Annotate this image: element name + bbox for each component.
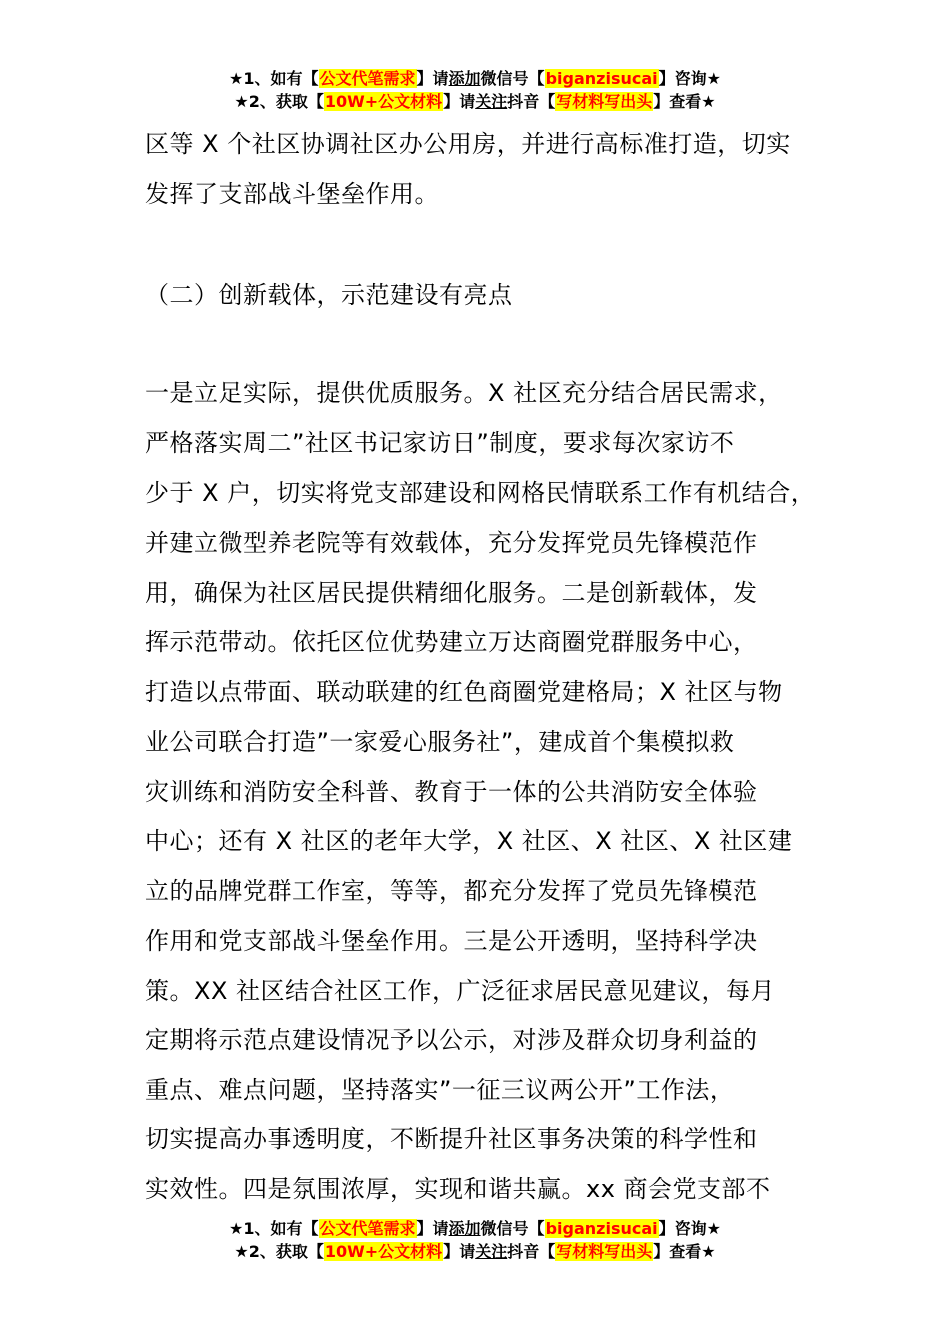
banner-text: ★1、如有【 — [229, 69, 319, 88]
underline-add: 添加 — [448, 69, 481, 88]
body-line: 定期将示范点建设情况予以公示，对涉及群众切身利益的 — [145, 1026, 758, 1054]
banner-text: 】查看★ — [653, 1242, 716, 1261]
banner-text: 】请 — [416, 1219, 449, 1238]
body-line: 少于 X 户，切实将党支部建设和网格民情联系工作有机结合， — [145, 479, 816, 507]
banner-text: 】咨询★ — [658, 1219, 721, 1238]
banner-text: 微信号【 — [480, 69, 545, 88]
banner-text: 】咨询★ — [658, 69, 721, 88]
banner-text: 】请 — [443, 1242, 476, 1261]
footer-banner — [0, 1218, 950, 1264]
banner-line-2 — [0, 1241, 950, 1264]
body-line: 业公司联合打造”一家爱心服务社”，建成首个集模拟救 — [145, 728, 735, 756]
highlight-douyin-id: 写材料写出头 — [556, 92, 653, 111]
underline-follow: 关注 — [475, 1242, 508, 1261]
underline-follow: 关注 — [475, 92, 508, 111]
highlight-materials: 10W+公文材料 — [324, 92, 443, 111]
banner-line-1 — [0, 1218, 950, 1241]
body-line: 灾训练和消防安全科普、教育于一体的公共消防安全体验 — [145, 778, 758, 806]
body-line: 作用和党支部战斗堡垒作用。三是公开透明，坚持科学决 — [145, 927, 758, 955]
banner-text: 抖音【 — [507, 1242, 556, 1261]
body-line: 打造以点带面、联动联建的红色商圈党建格局；X 社区与物 — [145, 678, 783, 706]
body-line: 切实提高办事透明度，不断提升社区事务决策的科学性和 — [145, 1125, 758, 1153]
banner-text: 微信号【 — [480, 1219, 545, 1238]
body-line: 并建立微型养老院等有效载体，充分发挥党员先锋模范作 — [145, 529, 758, 557]
body-line: 区等 X 个社区协调社区办公用房，并进行高标准打造，切实 — [145, 130, 791, 158]
banner-text: ★2、获取【 — [234, 1242, 324, 1261]
body-line: 实效性。四是氛围浓厚，实现和谐共赢。xx 商会党支部不 — [145, 1175, 771, 1203]
header-banner — [0, 68, 950, 114]
body-line: 立的品牌党群工作室，等等，都充分发挥了党员先锋模范 — [145, 877, 758, 905]
highlight-wechat-id: biganzisucai — [545, 69, 658, 88]
body-line: 挥示范带动。依托区位优势建立万达商圈党群服务中心， — [145, 628, 758, 656]
banner-text: ★1、如有【 — [229, 1219, 319, 1238]
banner-text: 抖音【 — [507, 92, 556, 111]
body-line: 严格落实周二”社区书记家访日”制度，要求每次家访不 — [145, 429, 735, 457]
body-line: 一是立足实际，提供优质服务。X 社区充分结合居民需求， — [145, 379, 783, 407]
highlight-materials: 10W+公文材料 — [324, 1242, 443, 1261]
body-line: 策。XX 社区结合社区工作，广泛征求居民意见建议，每月 — [145, 977, 776, 1005]
body-line: 用，确保为社区居民提供精细化服务。二是创新载体，发 — [145, 579, 758, 607]
banner-line-2 — [0, 91, 950, 114]
highlight-service: 公文代笔需求 — [319, 1219, 416, 1238]
body-line: 发挥了支部战斗堡垒作用。 — [145, 180, 439, 208]
banner-text: 】请 — [416, 69, 449, 88]
section-heading: （二）创新载体，示范建设有亮点 — [145, 281, 513, 309]
body-line: 中心；还有 X 社区的老年大学，X 社区、X 社区、X 社区建 — [145, 827, 793, 855]
highlight-douyin-id: 写材料写出头 — [556, 1242, 653, 1261]
highlight-wechat-id: biganzisucai — [545, 1219, 658, 1238]
banner-text: 】请 — [443, 92, 476, 111]
banner-text: ★2、获取【 — [234, 92, 324, 111]
banner-text: 】查看★ — [653, 92, 716, 111]
underline-add: 添加 — [448, 1219, 481, 1238]
banner-line-1 — [0, 68, 950, 91]
body-line: 重点、难点问题，坚持落实”一征三议两公开”工作法， — [145, 1076, 735, 1104]
highlight-service: 公文代笔需求 — [319, 69, 416, 88]
